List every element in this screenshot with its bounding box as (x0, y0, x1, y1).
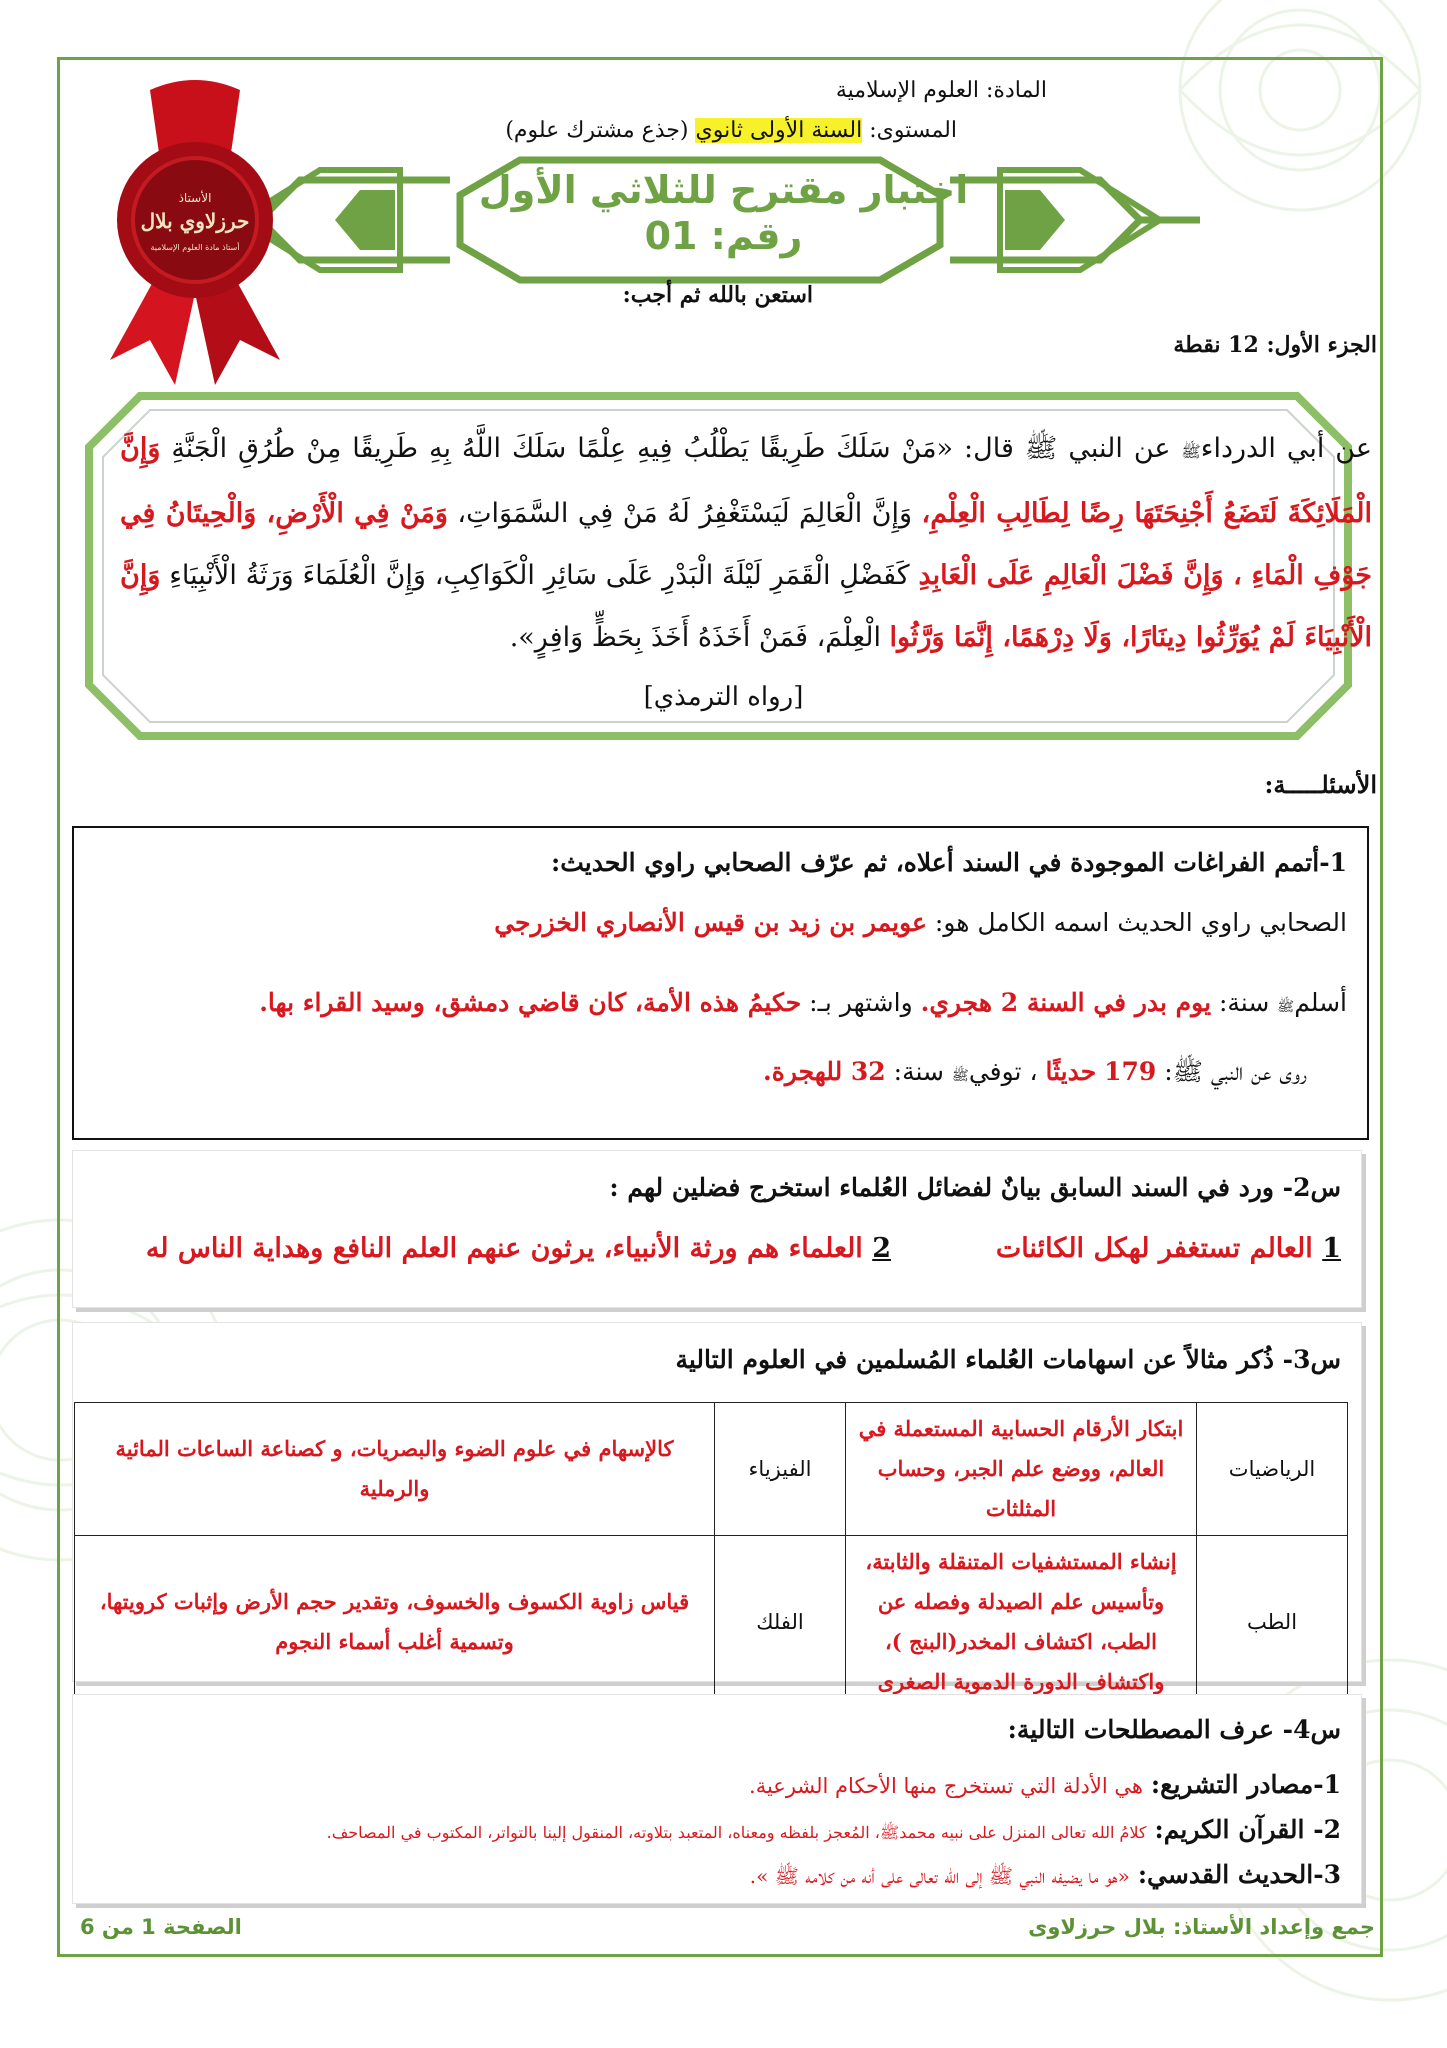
companion-name: عويمر بن زيد بن قيس الأنصاري الخزرجي (494, 908, 927, 937)
footer-page-number: الصفحة 1 من 6 (80, 1915, 242, 1939)
hadith-narrator: عن أبي الدرداء (1200, 433, 1372, 464)
contributions-table (74, 1402, 1348, 1709)
subject-value: العلوم الإسلامية (835, 78, 980, 103)
hadith-source: [رواه الترمذي] (643, 682, 804, 712)
answer-cell: كالإسهام في علوم الضوء والبصريات، و كصناعة الساعات المائية والرملية (75, 1403, 715, 1536)
question-1-title: 1-أتمم الفراغات الموجودة في السند أعلاه، ثم عرّف الصحابي راوي الحديث: (550, 848, 1347, 877)
answer-cell: ابتكار الأرقام الحسابية المستعملة في العالم، ووضع علم الجبر، وحساب المثلثات (846, 1403, 1197, 1536)
question-4-title: س4- عرف المصطلحات التالية: (1007, 1715, 1341, 1744)
table-row (75, 1403, 1348, 1536)
part-label: الجزء الأول: 12 نقطة (1173, 332, 1377, 358)
subject-label: المادة: (986, 78, 1047, 103)
question-2-answer-2: 2 العلماء هم ورثة الأنبياء، يرثون عنهم العلم النافع وهداية الناس له (145, 1233, 891, 1264)
table-row (75, 1536, 1348, 1709)
question-3-title: س3- ذُكر مثالاً عن اسهامات العُلماء المُسلمين في العلوم التالية (675, 1345, 1341, 1374)
footer-author: جمع وإعداد الأستاذ: بلال حرزلاوى (1028, 1915, 1375, 1939)
seal-ribbon-logo (80, 70, 310, 390)
term-3: 3-الحديث القدسي: «هو ما يضيفه النبي ﷺ إلى الله تعالى على أنه من كلامه ﷺ ». (749, 1860, 1341, 1889)
term-1: 1-مصادر التشريع: هي الأدلة التي تستخرج منها الأحكام الشرعية. (749, 1770, 1341, 1799)
seal-text-2: حرزلاوي بلال (140, 209, 250, 233)
level-value: السنة الأولى ثانوي (695, 118, 863, 143)
question-1-answer-line-2: أسلمﷺ سنة: يوم بدر في السنة 2 هجري. واشتهر بـ: حكيمُ هذه الأمة، كان قاضي دمشق، وسيد القراء بها. (259, 988, 1347, 1017)
field-cell: الفيزياء (715, 1403, 846, 1536)
exam-title: اختبار مقترح للثلاثي الأول (478, 168, 969, 212)
field-cell: الفلك (715, 1536, 846, 1709)
exam-number: رقم: 01 (644, 214, 803, 258)
term-2: 2- القرآن الكريم: كلامُ الله تعالى المنزل على نبيه محمدﷺ، المُعجز بلفظه ومعناه، المتعبد بتلاوته، المنقول إلينا بالتواتر، المكتوب في المصاحف. (326, 1815, 1341, 1844)
question-2-box (72, 1150, 1362, 1308)
subject-line (836, 78, 1047, 103)
level-label: المستوى: (869, 118, 957, 143)
level-line (505, 118, 957, 143)
field-cell: الطب (1197, 1536, 1348, 1709)
question-1-box (72, 826, 1369, 1140)
question-1-answer-line-1: الصحابي راوي الحديث اسمه الكامل هو: عويمر بن زيد بن قيس الأنصاري الخزرجي (494, 908, 1347, 937)
question-2-answer-1: 1 العالم تستغفر لهكل الكائنات (995, 1233, 1341, 1264)
questions-label: الأسئلـــــة: (1264, 770, 1377, 799)
seal-text-1: الأستاذ (178, 191, 212, 205)
answer-cell: إنشاء المستشفيات المتنقلة والثابتة، وتأسيس علم الصيدلة وفصله عن الطب، اكتشاف المخدر(البنج )، واكتشاف الدورة الدموية الصغرى (846, 1536, 1197, 1709)
field-cell: الرياضيات (1197, 1403, 1348, 1536)
answer-cell: قياس زاوية الكسوف والخسوف، وتقدير حجم الأرض وإثبات كرويتها، وتسمية أغلب أسماء النجوم (75, 1536, 715, 1709)
instruction-text: استعن بالله ثم أجب: (622, 282, 813, 308)
question-4-box (72, 1694, 1362, 1904)
level-extra: (جذع مشترك علوم) (505, 118, 689, 143)
question-2-title: س2- ورد في السند السابق بيانٌ لفضائل العُلماء استخرج فضلين لهم : (609, 1173, 1341, 1202)
hadith-text: عن أبي الدرداءﷺ عن النبي ﷺ قال: «مَنْ سَلَكَ طَرِيقًا يَطْلُبُ فِيهِ عِلْمًا سَلَكَ اللَّهُ بِهِ طَرِيقًا مِنْ طُرُقِ الْجَنَّةِ وَإِنَّ الْمَلَائِكَةَ لَتَضَعُ أَجْنِحَتَهَا رِضًا لِطَالِبِ الْعِلْمِ، وَإِنَّ الْعَالِمَ لَيَسْتَغْفِرُ لَهُ مَنْ فِي السَّمَوَاتِ، وَمَنْ فِي الْأَرْضِ، وَالْحِيتَانُ فِي جَوْفِ الْمَاءِ ، وَإِنَّ فَضْلَ الْعَالِمِ عَلَى الْعَابِدِ كَفَضْلِ الْقَمَرِ لَيْلَةَ الْبَدْرِ عَلَى سَائِرِ الْكَوَاكِبِ، وَإِنَّ الْعُلَمَاءَ وَرَثَةُ الْأَنْبِيَاءِ وَإِنَّ الْأَنْبِيَاءَ لَمْ يُوَرِّثُوا دِينَارًا، وَلَا دِرْهَمًا، إِنَّمَا وَرَّثُوا الْعِلْمَ، فَمَنْ أَخَذَهُ أَخَذَ بِحَظٍّ وَافِرٍ». (120, 433, 1372, 653)
seal-text-3: أستاذ مادة العلوم الإسلامية (150, 243, 240, 252)
question-1-answer-line-3: روى عن النبي ﷺ: 179 حديثًا ، توفيﷺ سنة: 32 للهجرة. (763, 1057, 1307, 1086)
